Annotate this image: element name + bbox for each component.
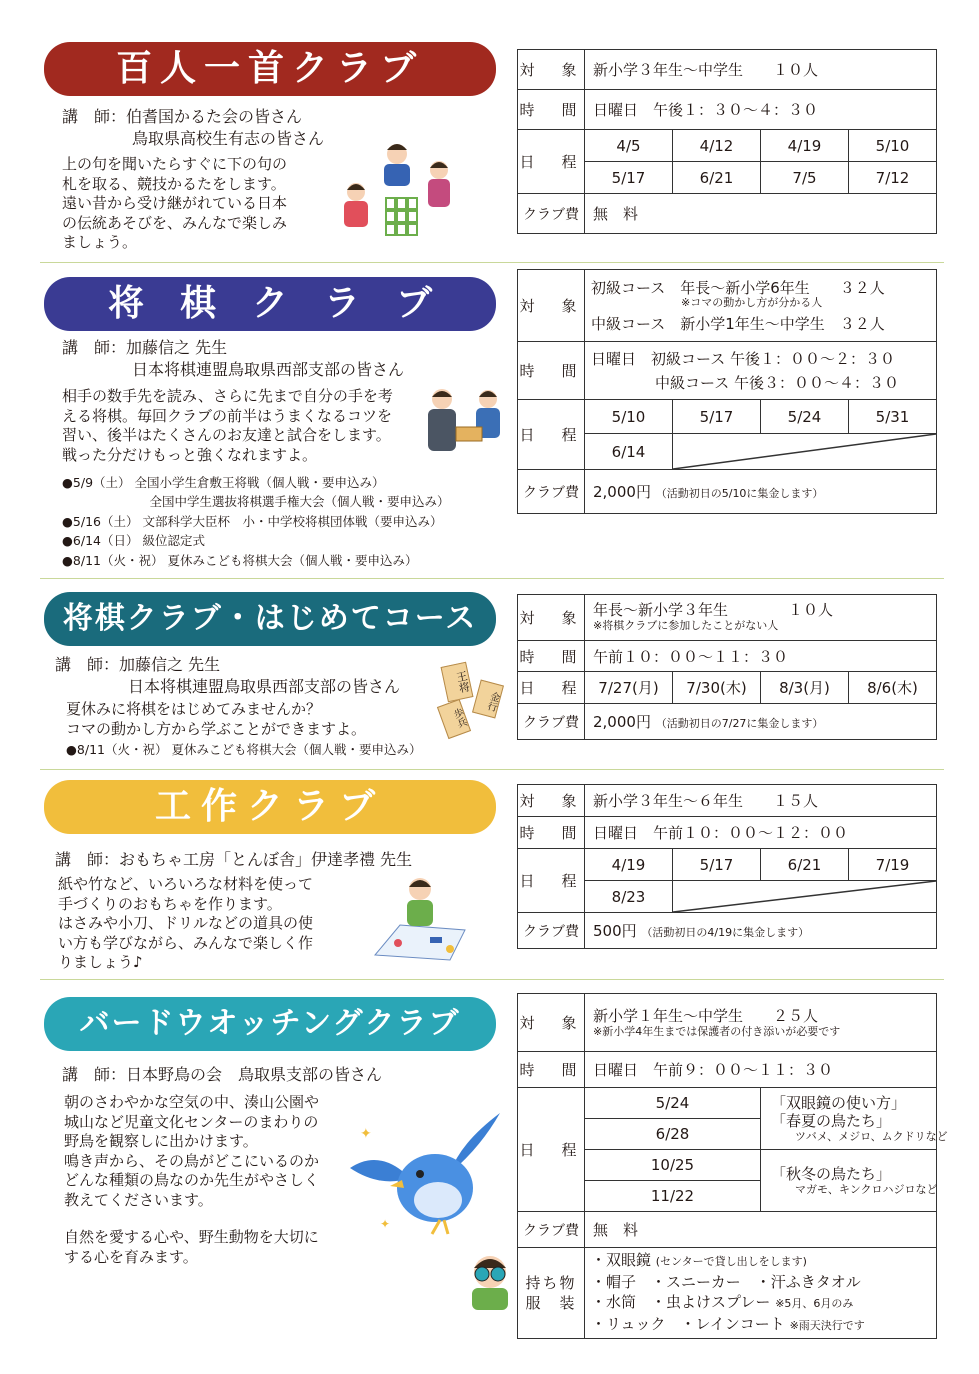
shogi-beginner-title: 将棋クラブ・はじめてコース [62, 601, 478, 636]
bird-schedule-label: 日 程 [518, 1088, 585, 1212]
svg-text:✦: ✦ [380, 1217, 391, 1231]
shogi-beginner-date: 7/27(月) [585, 672, 673, 704]
shogi-description: 相手の数手先を読み、さらに先まで自分の手を考 える将棋。毎回クラブの前半はうまくなるコツを 習い、後半はたくさんのお友達と試合をします。 戦った分だけもっと強くなれますよ。 [62, 387, 393, 464]
karuta-lecturer: 講 師：伯耆国かるた会の皆さん [62, 107, 303, 126]
shogi-beginner-description: 夏休みに将棋をはじめてみませんか？ コマの動かし方から学ぶことができますよ。 [66, 700, 367, 738]
shogi-target-beginner: 初級コース 年長〜新小学6年生 ３２人 [591, 278, 885, 297]
shogi-beginner-fee-label: クラブ費 [518, 704, 585, 740]
craft-fee-note: （活動初日の4/19に集金します） [641, 926, 810, 939]
bird-items-label: 持ち物 [525, 1274, 577, 1292]
karuta-date: 4/5 [585, 130, 673, 162]
shogi-beginner-schedule-label: 日 程 [518, 672, 585, 704]
karuta-date: 7/12 [849, 162, 937, 194]
bird-info-table [517, 993, 948, 1339]
shogi-lecturer-2: 日本将棋連盟鳥取県西部支部の皆さん [132, 360, 405, 379]
craft-time: 日曜日 午前１０：００〜１２：００ [585, 817, 937, 849]
karuta-kids-illustration [332, 142, 462, 242]
shogi-beginner-lecturer: 講 師：加藤信之 先生 [55, 655, 221, 674]
shogi-date: 5/31 [849, 400, 937, 434]
craft-title: 工作クラブ [154, 786, 385, 827]
bird-fee-label: クラブ費 [518, 1212, 585, 1248]
shogi-target-label: 対 象 [518, 270, 585, 342]
shogi-time-intermediate: 中級コース 午後３：００〜４：３０ [655, 373, 900, 392]
shogi-date: 6/14 [585, 434, 673, 470]
craft-kid-illustration [370, 875, 470, 965]
bird-date: 6/28 [585, 1119, 761, 1150]
karuta-date: 5/17 [585, 162, 673, 194]
bird-clothing-label: 服 装 [525, 1294, 577, 1312]
craft-info-table [517, 784, 937, 949]
shogi-players-illustration [422, 385, 507, 460]
craft-time-label: 時 間 [518, 817, 585, 849]
shogi-beginner-time-label: 時 間 [518, 641, 585, 672]
shogi-time-beginner: 日曜日 初級コース 午後１：００〜２：３０ [591, 349, 896, 368]
shogi-beginner-lecturer-2: 日本将棋連盟鳥取県西部支部の皆さん [128, 677, 401, 696]
bird-topic-note: ツバメ、メジロ、ムクドリなど [795, 1129, 948, 1143]
shogi-beginner-fee-note: （活動初日の7/27に集金します） [655, 717, 824, 730]
bird-description-2: 自然を愛する心や、野生動物を大切に する心を育みます。 [64, 1228, 319, 1266]
craft-schedule-label: 日 程 [518, 849, 585, 913]
shogi-event: ●8/11（火・祝） 夏休みこども将棋大会（個人戦・要申込み） [62, 553, 418, 568]
section-divider [40, 262, 944, 263]
shogi-beginner-info-table [517, 594, 937, 740]
shogi-target-note: ※コマの動かし方が分かる人 [681, 295, 823, 309]
bird-date: 5/24 [585, 1088, 761, 1119]
craft-target-label: 対 象 [518, 785, 585, 817]
shogi-fee-note: （活動初日の5/10に集金します） [655, 487, 824, 500]
karuta-fee-label: クラブ費 [518, 194, 585, 234]
shogi-empty-cell [673, 434, 937, 470]
karuta-time-label: 時 間 [518, 90, 585, 130]
shogi-fee: 2,000円 [593, 483, 651, 501]
karuta-date: 4/12 [673, 130, 761, 162]
bird-item: ・帽子 ・スニーカー ・汗ふきタオル [591, 1273, 861, 1291]
bird-topic: 「春夏の鳥たち」 [771, 1111, 892, 1130]
craft-fee-label: クラブ費 [518, 913, 585, 949]
craft-fee: 500円 [593, 922, 637, 940]
bird-topic-note: マガモ、キンクロハジロなど [795, 1182, 938, 1196]
craft-date: 8/23 [585, 881, 673, 913]
karuta-title-banner [44, 42, 496, 96]
karuta-target: 新小学３年生〜中学生 １０人 [585, 50, 937, 90]
shogi-beginner-fee: 2,000円 [593, 713, 651, 731]
bird-target-label: 対 象 [518, 994, 585, 1052]
shogi-lecturer: 講 師：加藤信之 先生 [62, 338, 228, 357]
karuta-description: 上の句を聞いたらすぐに下の句の 札を取る、競技かるたをします。 遠い昔から受け継がれている日本 の伝統あそびを、みんなで楽しみ ましょう。 [62, 155, 288, 251]
craft-empty-cell [673, 881, 937, 913]
svg-text:✦: ✦ [360, 1126, 372, 1142]
shogi-time-label: 時 間 [518, 342, 585, 400]
craft-lecturer: 講 師：おもちゃ工房「とんぼ舎」伊達孝禮 先生 [55, 850, 413, 869]
shogi-info-table [517, 269, 937, 514]
shogi-event: ●5/9（土） 全国小学生倉敷王将戦（個人戦・要申込み） [62, 475, 385, 490]
shogi-beginner-target: 年長〜新小学３年生 １０人 [593, 601, 834, 619]
bird-date: 11/22 [585, 1181, 761, 1212]
bird-title-banner [44, 997, 496, 1051]
bird-time-label: 時 間 [518, 1052, 585, 1088]
bird-date: 10/25 [585, 1150, 761, 1181]
craft-date: 4/19 [585, 849, 673, 881]
karuta-title: 百人一首クラブ [115, 48, 424, 89]
karuta-date: 5/10 [849, 130, 937, 162]
shogi-event: ●6/14（日） 級位認定式 [62, 533, 205, 548]
karuta-fee: 無 料 [585, 194, 937, 234]
section-divider [40, 578, 944, 579]
shogi-date: 5/17 [673, 400, 761, 434]
shogi-target-intermediate: 中級コース 新小学1年生〜中学生 ３２人 [591, 314, 885, 333]
section-divider [40, 769, 944, 770]
craft-description: 紙や竹など、いろいろな材料を使って 手づくりのおもちゃを作ります。 はさみや小刀、ドリルなどの道具の使 い方も学びながら、みんなで楽しく作 りましょう♪ [58, 875, 314, 971]
shogi-beginner-date: 7/30(木) [673, 672, 761, 704]
section-divider [40, 979, 944, 980]
shogi-event: 全国中学生選抜将棋選手権大会（個人戦・要申込み） [62, 494, 450, 509]
karuta-time: 日曜日 午後１：３０〜４：３０ [585, 90, 937, 130]
shogi-beginner-target-note: ※将棋クラブに参加したことがない人 [593, 619, 779, 632]
craft-date: 5/17 [673, 849, 761, 881]
craft-date: 7/19 [849, 849, 937, 881]
bird-topic: 「双眼鏡の使い方」 [771, 1093, 907, 1112]
shogi-beginner-date: 8/3(月) [761, 672, 849, 704]
bird-item: ・リュック ・レインコート [591, 1315, 785, 1333]
shogi-beginner-event: ●8/11（火・祝） 夏休みこども将棋大会（個人戦・要申込み） [66, 742, 422, 757]
craft-title-banner [44, 780, 496, 834]
bird-time: 日曜日 午前９：００〜１１：３０ [585, 1052, 937, 1088]
bird-description: 朝のさわやかな空気の中、湊山公園や 城山など児童文化センターのまわりの 野鳥を観察しに出かけます。 鳴き声から、その鳥がどこにいるのか どんな種類の鳥なのか先生がやさしく 教えてくださいます。 [64, 1093, 320, 1209]
shogi-title-banner [44, 277, 496, 331]
bird-item-note: (センターで貸し出しをします) [655, 1255, 807, 1268]
karuta-schedule-label: 日 程 [518, 130, 585, 194]
bird-title: バードウオッチングクラブ [79, 1006, 461, 1041]
bird-lecturer: 講 師：日本野鳥の会 鳥取県支部の皆さん [62, 1065, 383, 1084]
karuta-lecturer-2: 鳥取県高校生有志の皆さん [132, 129, 325, 148]
binocular-kid-illustration [460, 1250, 520, 1312]
shogi-beginner-time: 午前１０：００〜１１：３０ [585, 641, 937, 672]
karuta-info-table [517, 49, 937, 234]
shogi-piece-king: 王将 [441, 662, 474, 703]
shogi-beginner-title-banner [44, 592, 496, 646]
craft-date: 6/21 [761, 849, 849, 881]
bird-item-note: ※5月、6月のみ [775, 1297, 854, 1310]
karuta-date: 4/19 [761, 130, 849, 162]
shogi-title: 将 棋 ク ラ ブ [107, 283, 432, 324]
karuta-date: 6/21 [673, 162, 761, 194]
shogi-piece-gold: 金行 [472, 679, 504, 718]
shogi-pieces-illustration [436, 660, 506, 740]
bird-item: ・水筒 ・虫よけスプレー [591, 1293, 771, 1311]
shogi-beginner-date: 8/6(木) [849, 672, 937, 704]
karuta-target-label: 対 象 [518, 50, 585, 90]
shogi-fee-label: クラブ費 [518, 470, 585, 514]
shogi-beginner-target-label: 対 象 [518, 595, 585, 641]
bird-fee: 無 料 [585, 1212, 937, 1248]
shogi-piece-pawn: 歩兵 [437, 699, 471, 739]
bird-item-note: ※雨天決行です [789, 1319, 865, 1332]
bluebird-illustration [340, 1108, 510, 1238]
shogi-schedule-label: 日 程 [518, 400, 585, 470]
bird-target: 新小学１年生〜中学生 ２５人 [593, 1007, 819, 1025]
bird-item: ・双眼鏡 [591, 1251, 652, 1269]
bird-topic: 「秋冬の鳥たち」 [771, 1164, 892, 1183]
shogi-event: ●5/16（土） 文部科学大臣杯 小・中学校将棋団体戦（要申込み） [62, 514, 443, 529]
craft-target: 新小学３年生〜６年生 １５人 [585, 785, 937, 817]
bird-target-note: ※新小学4年生までは保護者の付き添いが必要です [593, 1025, 841, 1038]
karuta-date: 7/5 [761, 162, 849, 194]
shogi-date: 5/24 [761, 400, 849, 434]
shogi-date: 5/10 [585, 400, 673, 434]
